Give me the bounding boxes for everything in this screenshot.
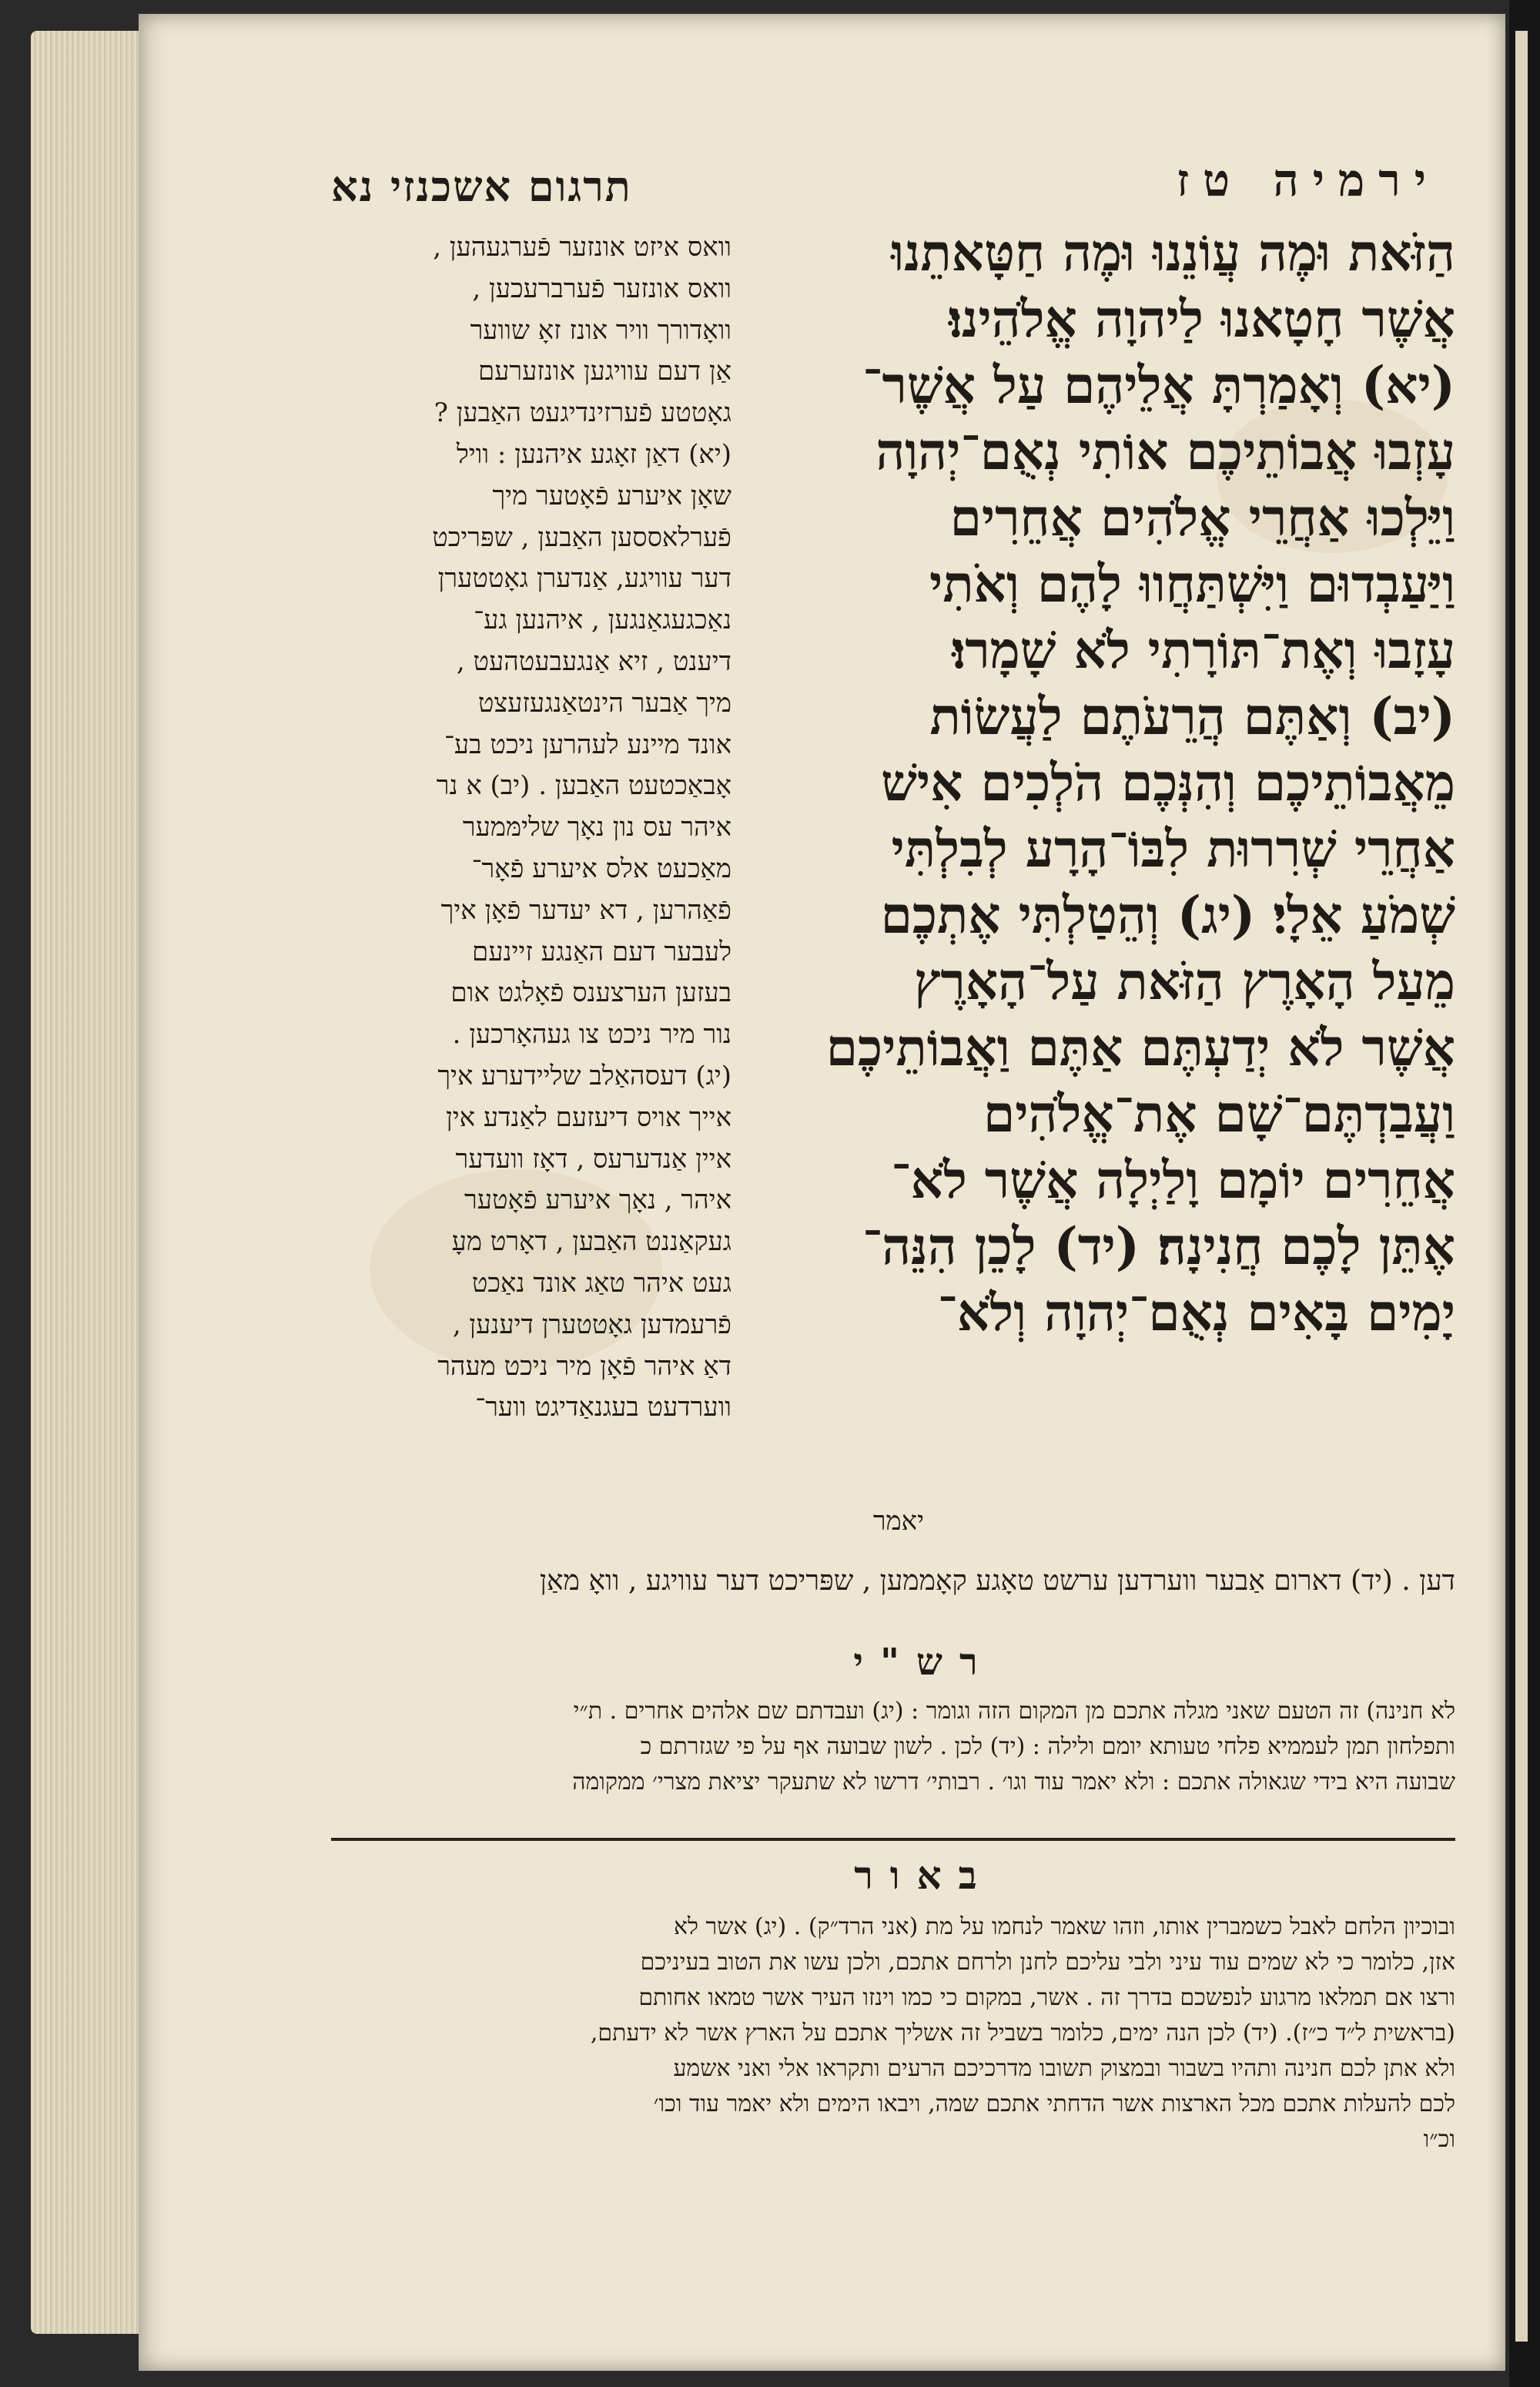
running-header-right: ירמיה טז [1176,154,1440,206]
main-text-line: אֲחֵרִים יוֹמָם וָלַיְלָה אֲשֶׁר לֹא־ [891,1150,1455,1210]
running-header-left: תרגום אשכנזי נא [331,162,632,211]
translation-line: געקאַננט האַבען , דאָרט מעָ [451,1226,732,1258]
translation-line: (יג) דעסהאַלב שליידערע איך [437,1060,732,1091]
translation-line: ווערדעט בעגנאַדיגט ווער־ [475,1392,732,1423]
translation-line: בעזען הערצענס פֿאָלגט אום [450,977,732,1009]
main-text-line: (יא) וְאָמַרְתָּ אֲלֵיהֶם עַל אֲשֶׁר־ [862,355,1455,415]
main-text-line: מֵעַל הָאָרֶץ הַזֹּאת עַל־הָאָרֶץ [913,951,1455,1011]
translation-line: שאָן איערע פֿאָטער מיך [492,480,732,511]
catchword: יאמר [872,1506,924,1537]
main-text-line: אֶתֵּן לָכֶם חֲנִינָה׃ (יד) לָכֵן הִנֵּה־ [862,1216,1455,1276]
translation-column [316,227,732,1429]
main-text-line: עָזָבוּ וְאֶת־תּוֹרָתִי לֹא שָׁמָרוּ׃ [952,620,1455,680]
main-text-line: אֲשֶׁר חָטָאנוּ לַיהוָה אֱלֹהֵינוּ׃ [949,289,1455,349]
translation-line: איין אַנדערעס , דאָז וועדער [455,1143,732,1175]
translation-line: מיך אַבער הינטאַנגעזעצט [477,687,732,719]
translation-line: (יא) דאַן זאָגע איהנען : וויל [456,438,732,470]
main-text-line: שְׁמֹעַ אֵלָי׃ (יג) וְהֵטַלְתִּי אֶתְכֶם [880,885,1455,945]
biur-line: ולא אתן לכם חנינה ותהיו בשבור ובמצוק תשובו מדרכיכם הרעים ותקראו אלי ואני אשמע [673,2055,1455,2082]
main-text-line: וַיֵּלְכוּ אַחֲרֵי אֱלֹהִים אֲחֵרִים [949,488,1455,548]
biur-line: אזן, כלומר כי לא שמים עוד עיני ולבי עליכם לחנן ולרחם אתכם, ולכן עשו את הטוב בעיניכם [640,1949,1455,1976]
translation-line: וואָדורך וויר אונז זאָ שווער [470,314,732,346]
main-text-line: (יב) וְאַתֶּם הֲרֵעֹתֶם לַעֲשׂוֹת [929,686,1455,746]
translation-line: איהר עס נון נאָך שלימּמער [462,812,732,843]
translation-line: וואס איזט אונזער פֿערגעהען , [433,232,732,263]
translation-line: מאַכעט אלס איערע פֿאָר־ [471,853,732,884]
translation-line: נור מיר ניכט צו געהאָרכען . [452,1019,732,1051]
translation-line: לעבער דעם האַנגע זיינעם [471,936,732,967]
section-divider [331,1838,1455,1841]
translation-line: געט איהר טאַג אונד נאַכט [471,1267,732,1299]
translation-line: אָבאַכטעט האַבען . (יב) א נר [436,770,732,802]
translation-line: אייך אויס דיעזעם לאַנדע אין [446,1101,732,1133]
translation-line: וואס אונזער פֿערברעכען , [472,273,732,304]
biur-line: ובוכיון הלחם לאבל כשמברין אותו, וזהו שאמר לנחמו על מת (אני הרד״ק) . (יג) אשר לא [673,1913,1455,1940]
biur-line: וכ״ו [1423,2126,1455,2153]
main-text-line: מֵאֲבוֹתֵיכֶם וְהִנְּכֶם הֹלְכִים אִישׁ [881,753,1455,813]
translation-line: נאַכגעגאַנגען , איהנען גע־ [474,605,732,636]
main-text-line: אֲשֶׁר לֹא יְדַעְתֶּם אַתֶּם וַאֲבוֹתֵיכֶם [825,1017,1455,1078]
biur-line: (בראשית ל״ד כ״ז). (יד) לכן הנה ימים, כלומר בשביל זה אשליך אתכם על הארץ אשר לא ידעתם, [590,2020,1455,2047]
translation-line: דאַ איהר פֿאָן מיר ניכט מעהר [437,1350,732,1382]
hebrew-main-text [758,220,1455,1346]
biur-line: לכם להעלות אתכם מכל הארצות אשר הדחתי אתכם שמה, ויבאו הימים ולא יאמר עוד וכו׳ [653,2090,1455,2117]
translation-continuation: דען . (יד) דארום אַבער ווערדען ערשט טאָגע קאָממען , שפּריכט דער עוויגע , וואָ מאַן [539,1565,1455,1597]
translation-line: גאָטטע פֿערזינדיגעט האַבען ? [434,397,732,429]
main-text-line: וַיַּעַבְדוּם וַיִּשְׁתַּחֲווּ לָהֶם וְאֹתִי [929,554,1455,614]
adjacent-page-edge [1509,0,1540,2387]
biur-line: ורצו אם תמלאו מרגוע לנפשכם בדרך זה . אשר, במקום כי כמו וינזו העיר אשר טמאו אחותם [638,1984,1455,2011]
translation-line: דיענט , זיא אַנגעבעטהעט , [456,645,732,677]
main-text-line: עָזְבוּ אֲבוֹתֵיכֶם אוֹתִי נְאֻם־יְהוָה [875,421,1455,481]
translation-line: אונד מיינע לעהרען ניכט בע־ [444,729,732,760]
translation-line: דער עוויגע, אַנדערן גאָטטערן [437,563,732,595]
rashi-line: לא חנינה) זה הטעם שאני מגלה אתכם מן המקום הזה וגומר : (יג) ועבדתם שם אלהים אחרים . ת״י [573,1698,1455,1725]
rashi-line: שבועה היא בידי שגאולה אתכם : ולא יאמר עוד וגו׳ . רבותי׳ דרשו לא שתעקר יציאת מצרי׳ ממקומה [572,1768,1455,1795]
translation-line: אַן דעם עוויגען אונזערעם [477,356,732,387]
main-text-line: וַעֲבַדְתֶּם־שָׁם אֶת־אֱלֹהִים [983,1084,1455,1144]
translation-line: איהר , נאָך איערע פֿאָטער [464,1185,732,1216]
translation-line: פֿערלאססען האַבען , שפּריכט [432,521,732,553]
book-page-edges [31,31,154,2334]
main-text-line: הַזֹּאת וּמֶה עֲוֹנֵנוּ וּמֶה חַטָּאתֵנוּ [891,223,1455,283]
main-text-line: אַחֲרֵי שְׁרִרוּת לִבּוֹ־הָרָע לְבִלְתִּי [891,819,1455,879]
main-text-line: יָמִים בָּאִים נְאֻם־יְהוָה וְלֹא־ [937,1282,1455,1343]
biur-heading: באור [854,1852,994,1898]
rashi-line: ותפלחון תמן לעממיא פלחי טעותא יומם ולילה : (יד) לכן . לשון שבועה אף על פי שגזרתם כ [640,1733,1455,1760]
rashi-heading: רש"י [853,1641,995,1684]
translation-line: פֿאַהרען , דא יעדער פֿאָן איך [440,894,732,926]
translation-line: פֿרעמדען גאָטטערן דיענען , [452,1309,732,1340]
